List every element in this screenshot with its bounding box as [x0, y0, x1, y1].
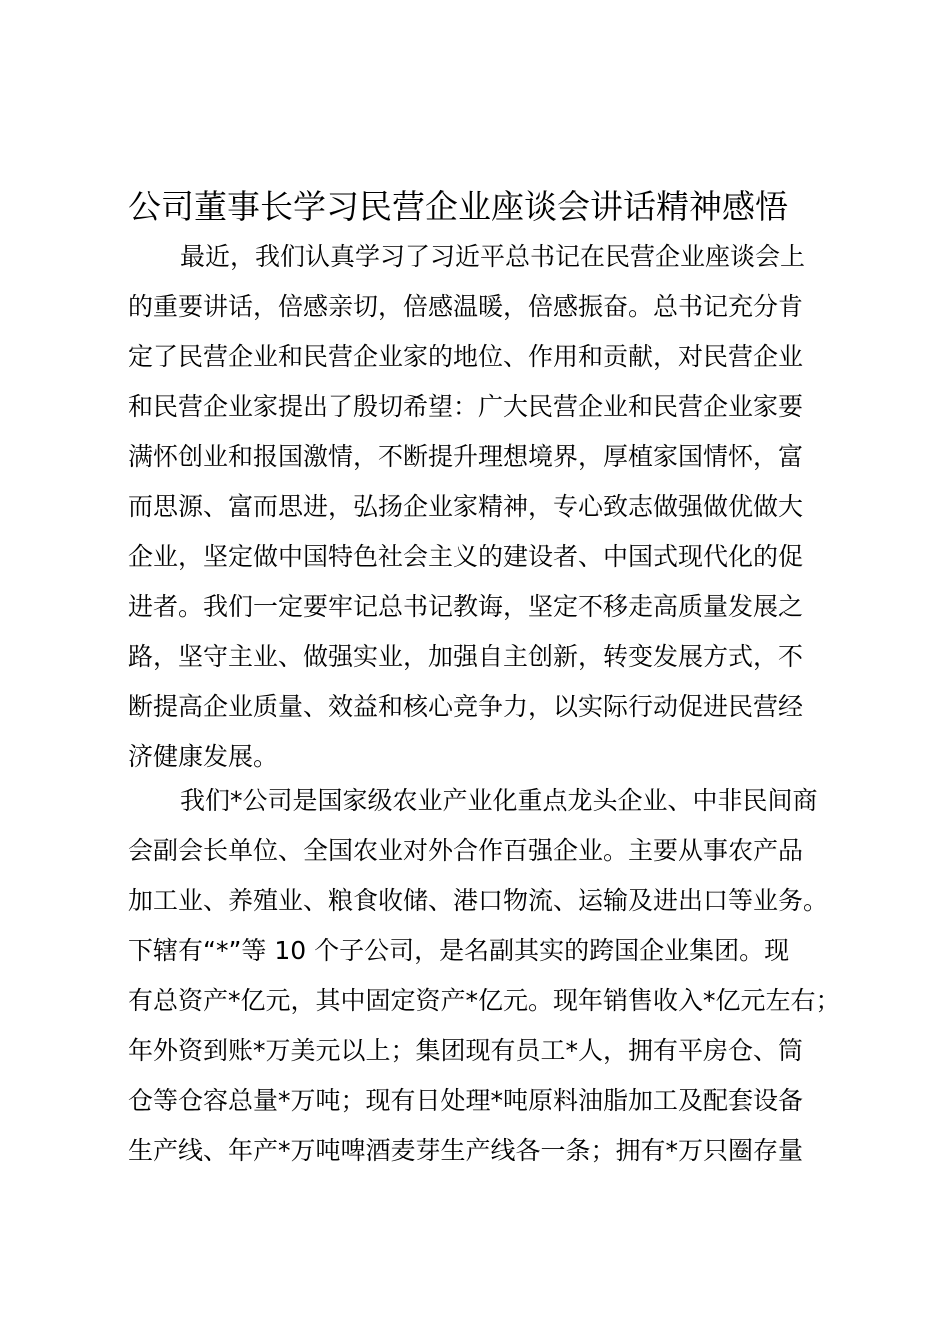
- paragraph-1: [128, 232, 868, 782]
- text-line: 而思源、富而思进，弘扬企业家精神，专心致志做强做优做大: [128, 492, 804, 521]
- text-line: 我们*公司是国家级农业产业化重点龙头企业、中非民间商: [180, 786, 818, 815]
- text-line: 会副会长单位、全国农业对外合作百强企业。主要从事农产品: [128, 836, 804, 865]
- text-line: 年外资到账*万美元以上；集团现有员工*人，拥有平房仓、筒: [128, 1036, 804, 1065]
- text-line: 最近，我们认真学习了习近平总书记在民营企业座谈会上: [180, 242, 806, 271]
- text-line: 仓等仓容总量*万吨；现有日处理*吨原料油脂加工及配套设备: [128, 1086, 804, 1115]
- text-line: 济健康发展。: [128, 742, 279, 771]
- text-line: 路，坚守主业、做强实业，加强自主创新，转变发展方式，不: [128, 642, 804, 671]
- text-line: 断提高企业质量、效益和核心竞争力，以实际行动促进民营经: [128, 692, 804, 721]
- text-line: 进者。我们一定要牢记总书记教诲，坚定不移走高质量发展之: [128, 592, 804, 621]
- text-line: 和民营企业家提出了殷切希望：广大民营企业和民营企业家要: [128, 392, 804, 421]
- text-line: 加工业、养殖业、粮食收储、港口物流、运输及进出口等业务。: [128, 886, 829, 915]
- text-line: 企业，坚定做中国特色社会主义的建设者、中国式现代化的促: [128, 542, 804, 571]
- text-line: 的重要讲话，倍感亲切，倍感温暖，倍感振奋。总书记充分肯: [128, 292, 804, 321]
- document-title: 公司董事长学习民营企业座谈会讲话精神感悟: [128, 187, 788, 226]
- text-line: 下辖有“*”等 10 个子公司，是名副其实的跨国企业集团。现: [128, 936, 790, 965]
- text-line: 有总资产*亿元，其中固定资产*亿元。现年销售收入*亿元左右；: [128, 986, 841, 1015]
- text-line: 定了民营企业和民营企业家的地位、作用和贡献，对民营企业: [128, 342, 804, 371]
- paragraph-2: [128, 776, 868, 1176]
- text-line: 满怀创业和报国激情，不断提升理想境界，厚植家国情怀，富: [128, 442, 804, 471]
- text-line: 生产线、年产*万吨啤酒麦芽生产线各一条；拥有*万只圈存量: [128, 1136, 804, 1165]
